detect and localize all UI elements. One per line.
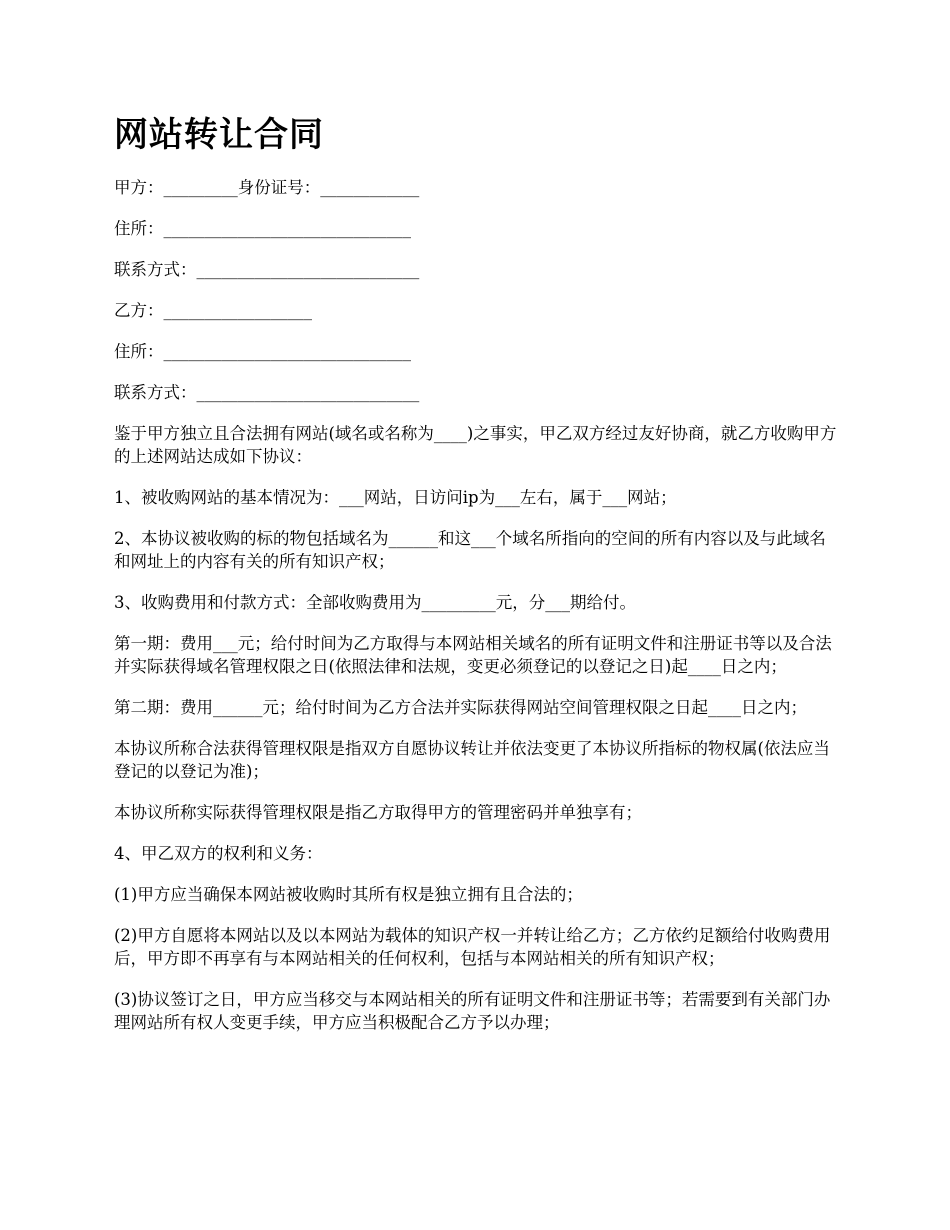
legal-authority-definition: 本协议所称合法获得管理权限是指双方自愿协议转让并依法变更了本协议所指标的物权属(依法应当登记的以登记为准)； [114,739,830,781]
party-b-contact: 联系方式：___________________________ [114,383,420,402]
document-title: 网站转让合同 [114,115,324,155]
clause-4-item-3: (3)协议签订之日，甲方应当移交与本网站相关的所有证明文件和注册证书等；若需要到有关部门办理网站所有权人变更手续，甲方应当积极配合乙方予以办理； [114,990,831,1032]
clause-4-item-2: (2)甲方自愿将本网站以及以本网站为载体的知识产权一并转让给乙方；乙方依约足额给付收购费用后，甲方即不再享有与本网站相关的任何权利，包括与本网站相关的所有知识产权； [114,926,831,968]
party-b-address: 住所：______________________________ [114,342,411,361]
clause-1: 1、被收购网站的基本情况为：___网站，日访问ip为___左右，属于___网站； [114,488,677,507]
actual-authority-definition: 本协议所称实际获得管理权限是指乙方取得甲方的管理密码并单独享有； [114,803,642,822]
payment-phase-1: 第一期：费用___元；给付时间为乙方取得与本网站相关域名的所有证明文件和注册证书等以及合法并实际获得域名管理权限之日(依照法律和法规，变更必须登记的以登记之日)起____日之内； [114,634,832,676]
party-b-line: 乙方：__________________ [114,301,312,320]
clause-4-heading: 4、甲乙双方的权利和义务： [114,844,323,863]
contract-page [114,112,842,1052]
preamble-paragraph: 鉴于甲方独立且合法拥有网站(域名或名称为____)之事实，甲乙双方经过友好协商，就乙方收购甲方的上述网站达成如下协议： [114,424,837,466]
party-a-contact: 联系方式：___________________________ [114,260,420,279]
party-a-line: 甲方：_________身份证号：____________ [114,178,420,197]
clause-3: 3、收购费用和付款方式：全部收购费用为_________元，分___期给付。 [114,593,636,612]
payment-phase-2: 第二期：费用______元；给付时间为乙方合法并实际获得网站空间管理权限之日起____日之内； [114,698,807,717]
clause-4-item-1: (1)甲方应当确保本网站被收购时其所有权是独立拥有且合法的； [114,885,583,904]
party-a-address: 住所：______________________________ [114,219,411,238]
clause-2: 2、本协议被收购的标的物包括域名为______和这___个域名所指向的空间的所有内容以及与此域名和网址上的内容有关的所有知识产权； [114,529,826,571]
